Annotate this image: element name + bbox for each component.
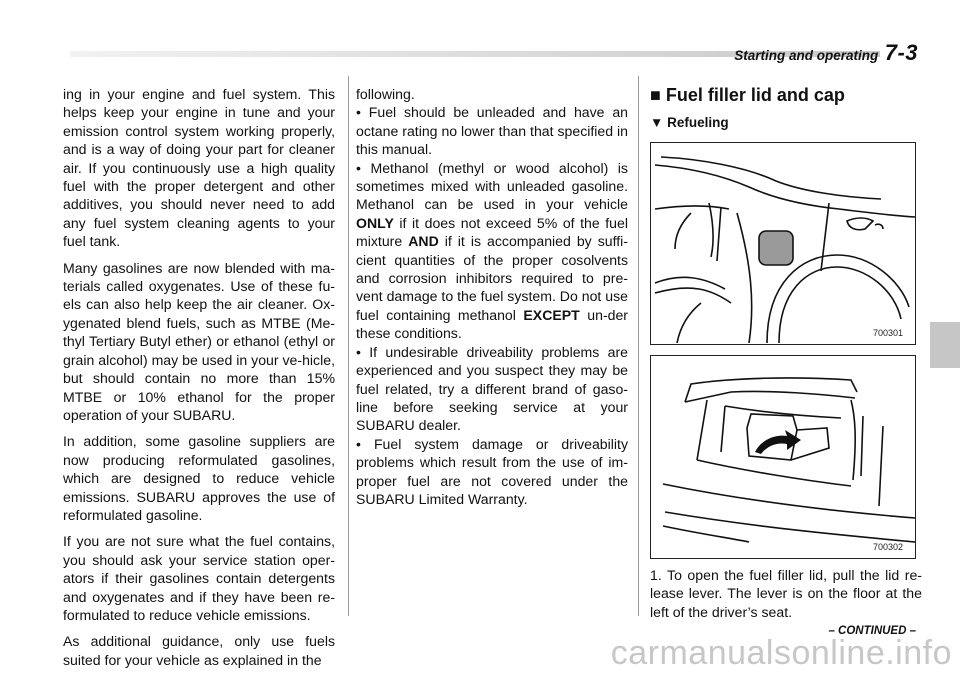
text-column-3 — [650, 85, 920, 559]
column-divider — [348, 76, 349, 616]
figure-code: 700302 — [872, 542, 903, 552]
bullet-text: If undesirable driveability problems are experienced and you suspect they may be fuel related, try a different brand of gaso-line before seeking service at your SUBARU dealer. — [356, 343, 629, 434]
watermark-text: carmanualsonline.info — [610, 634, 952, 672]
paragraph: As additional guidance, only use fuels suited for your vehicle as explained in the — [63, 633, 335, 668]
bullet-item: • Methanol (methyl or wood alcohol) is sometimes mixed with unleaded gasoline. Methanol can be used in your vehicle ONLY if it does not exceed 5% of the fuel mixture AND if it is accompanied by suffi-cient quantities of the proper cosolvents and corrosion inhibitors required to pre-vent damage to the fuel system. Do not use fuel containing methanol EXCEPT un-der these conditions. — [356, 159, 629, 342]
running-header — [734, 40, 918, 66]
chapter-tab — [930, 322, 960, 368]
bullet-text: Fuel should be unleaded and have an octane rating no lower than that specified in this manual. — [356, 104, 628, 158]
section-title: Starting and operating — [734, 48, 879, 63]
figure-lid-release-lever — [650, 355, 916, 559]
paragraph: If you are not sure what the fuel contains, you should ask your service station oper-ators if their gasolines contain detergents and oxygenates and if they have been re-formulated to reduce vehicle emissions. — [63, 533, 335, 623]
car-side-illustration — [651, 143, 915, 343]
text-column-1 — [63, 85, 335, 677]
square-bullet-icon: ■ — [650, 85, 661, 105]
emphasis-text: AND — [408, 233, 439, 250]
paragraph: In addition, some gasoline suppliers are now producing reformulated gasolines, which are designed to reduce vehicle emissions. SUBARU approves the use of reformulated gasoline. — [63, 433, 335, 523]
triangle-bullet-icon: ▼ — [650, 115, 664, 130]
bullet-item: • Fuel system damage or driveability problems which result from the use of im-proper fuel are not covered under the SUBARU Limited Warranty. — [356, 435, 628, 507]
lever-illustration — [651, 356, 915, 558]
bullet-text: if it is accompanied by suffi-cient quantities of the proper cosolvents and corrosion inhibitors required to pre-vent damage to the fuel system. Do not use fuel containing methanol — [356, 233, 628, 323]
column-divider — [638, 76, 639, 616]
emphasis-text: ONLY — [356, 214, 394, 231]
bullet-text: un-der these conditions. — [356, 306, 629, 342]
emphasis-text: EXCEPT — [523, 306, 580, 323]
bullet-text: if it does not exceed 5% of the fuel mixture — [356, 214, 628, 250]
step-1-text: 1. To open the fuel filler lid, pull the lid re-lease lever. The lever is on the floor at the left of the driver’s seat. — [650, 567, 922, 620]
figure-code: 700301 — [872, 328, 903, 338]
bullet-text: Methanol (methyl or wood alcohol) is sometimes mixed with unleaded gasoline. Methanol can be used in your vehicle — [356, 159, 628, 213]
sub-heading — [650, 115, 920, 130]
paragraph: ing in your engine and fuel system. This helps keep your engine in tune and your emission control system working properly, and is a way of doing your part for cleaner air. If you continuously use a high quality fuel with the proper detergent and other additives, you should never need to add any fuel system cleaning agents to your fuel tank. — [63, 86, 335, 250]
section-heading — [650, 85, 920, 106]
page-number: 7-3 — [884, 40, 918, 65]
bullet-item: • If undesirable driveability problems are experienced and you suspect they may be fuel related, try a different brand of gaso-line before seeking service at your SUBARU dealer. — [356, 343, 629, 434]
paragraph: Many gasolines are now blended with ma-terials called oxygenates. Use of these fu-els can also help keep the air cleaner. Ox-ygenated blend fuels, such as MTBE (Me-thyl Tertiary Butyl ether) or ethanol (ethyl or grain alcohol) may be used in your ve-hicle, but should contain no more than 15% MTBE or 10% ethanol for the proper operation of your SUBARU. — [63, 259, 335, 423]
bullet-text: Fuel system damage or driveability problems which result from the use of im-proper fuel are not covered under the SUBARU Limited Warranty. — [356, 435, 628, 507]
bullet-item: • Fuel should be unleaded and have an octane rating no lower than that specified in this manual. — [356, 104, 628, 158]
subheading-text: Refueling — [667, 115, 729, 130]
heading-text: Fuel filler lid and cap — [665, 85, 845, 105]
figure-fuel-lid-location — [650, 142, 916, 345]
paragraph: following. — [356, 86, 415, 102]
continued-label: – CONTINUED – — [828, 625, 916, 637]
text-column-2 — [356, 85, 628, 508]
